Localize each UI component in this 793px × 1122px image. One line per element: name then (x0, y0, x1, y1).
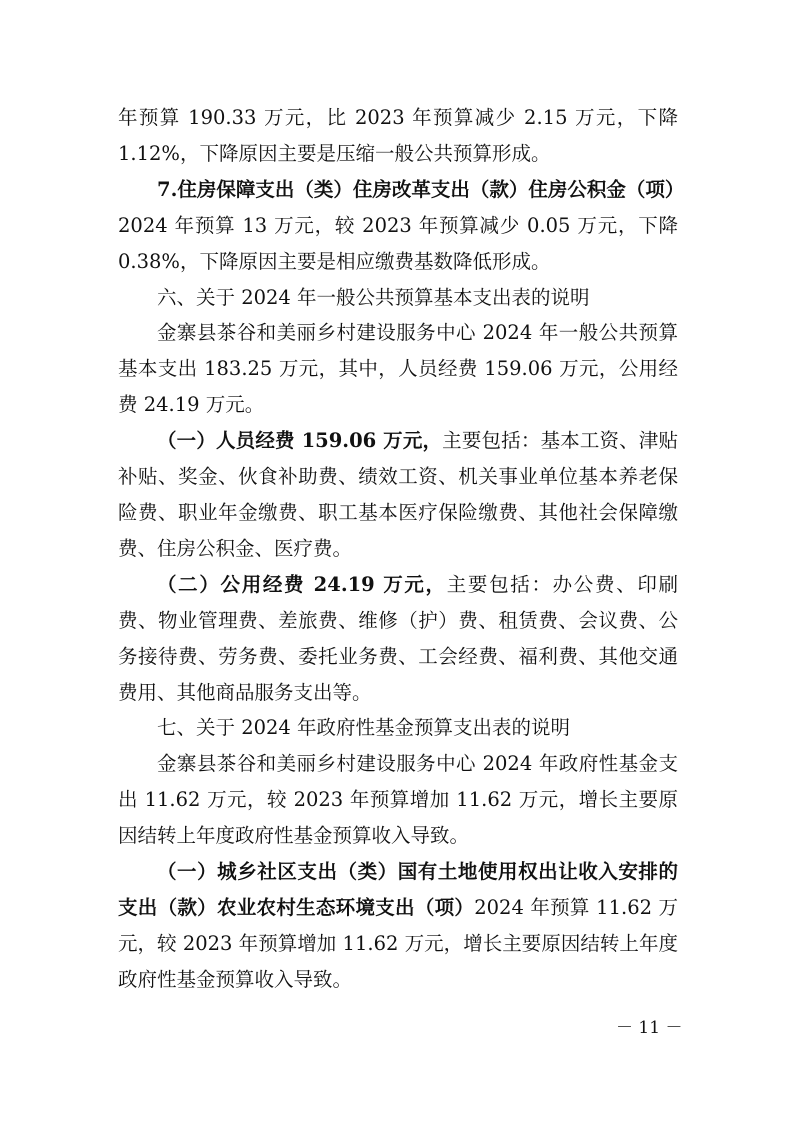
section-heading-text: 七、关于 2024 年政府性基金预算支出表的说明 (157, 716, 571, 740)
document-body (118, 100, 685, 998)
section-heading-seven (118, 710, 678, 746)
paragraph-text: 主要包括：办公费、印刷费、物业管理费、差旅费、维修（护）费、租赁费、会议费、公务接待费、劳务费、委托业务费、工会经费、福利费、其他交通费用、其他商品服务支出等。 (118, 572, 678, 704)
paragraph-government-fund (118, 746, 678, 854)
paragraph-text: 主要包括：基本工资、津贴补贴、奖金、伙食补助费、绩效工资、机关事业单位基本养老保险费、职业年金缴费、职工基本医疗保险缴费、其他社会保障缴费、住房公积金、医疗费。 (118, 429, 678, 560)
paragraph-public-expenses (118, 567, 678, 711)
paragraph-text: 2024 年预算 13 万元，较 2023 年预算减少 0.05 万元，下降 0.38%，下降原因主要是相应缴费基数降低形成。 (118, 213, 678, 273)
paragraph-personnel-expenses (118, 423, 678, 567)
paragraph-budget-continuation (118, 100, 678, 172)
paragraph-lead: （一）城乡社区支出（类）国有土地使用权出让收入安排的支出（款）农业农村生态环境支出（项） (118, 860, 678, 919)
paragraph-urban-rural-expenditure (118, 854, 678, 998)
paragraph-basic-expenditure (118, 315, 678, 423)
section-heading-six (118, 280, 678, 316)
paragraph-lead: （一）人员经费 159.06 万元， (157, 429, 443, 453)
paragraph-housing-fund (118, 172, 685, 280)
paragraph-lead: （二）公用经费 24.19 万元， (157, 572, 447, 596)
paragraph-text: 金寨县茶谷和美丽乡村建设服务中心 2024 年一般公共预算基本支出 183.25 万元，其中，人员经费 159.06 万元，公用经费 24.19 万元。 (118, 321, 678, 417)
paragraph-text: 金寨县茶谷和美丽乡村建设服务中心 2024 年政府性基金支出 11.62 万元，较 2023 年预算增加 11.62 万元，增长主要原因结转上年度政府性基金预算收入导致。 (118, 752, 678, 848)
section-heading-text: 六、关于 2024 年一般公共预算基本支出表的说明 (157, 285, 590, 309)
paragraph-text: 年预算 190.33 万元，比 2023 年预算减少 2.15 万元，下降 1.12%，下降原因主要是压缩一般公共预算形成。 (118, 106, 678, 165)
page-number: － 11 － (616, 1018, 683, 1038)
paragraph-lead: 7.住房保障支出（类）住房改革支出（款）住房公积金（项） (157, 177, 685, 201)
paragraph-text: 2024 年预算 11.62 万元，较 2023 年预算增加 11.62 万元，增长主要原因结转上年度政府性基金预算收入导致。 (118, 895, 678, 991)
